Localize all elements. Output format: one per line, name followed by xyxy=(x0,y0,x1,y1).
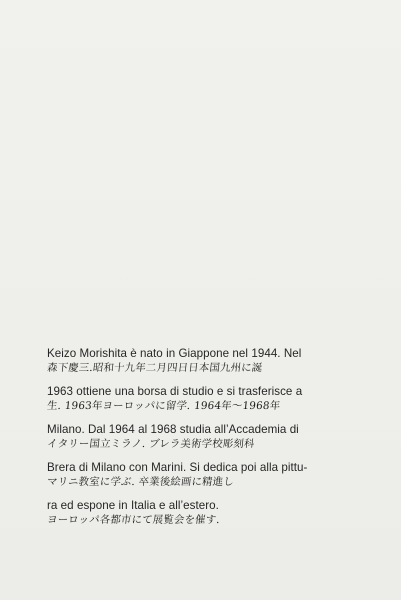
italian-line: Brera di Milano con Marini. Si dedica poi alla pittu- xyxy=(47,461,308,474)
biography-text xyxy=(47,347,369,537)
japanese-handwritten-line: マリニ教室に学ぶ. 卒業後絵画に精進し xyxy=(46,476,235,488)
italian-line: ra ed espone in Italia e all’estero. xyxy=(47,499,219,512)
italian-line: Milano. Dal 1964 al 1968 studia all’Accademia di xyxy=(47,423,299,436)
bio-paragraph xyxy=(47,499,369,528)
bio-paragraph xyxy=(47,423,369,452)
bio-paragraph xyxy=(47,347,369,376)
italian-line: Keizo Morishita è nato in Giappone nel 1944. Nel xyxy=(47,347,302,360)
japanese-handwritten-line: 生. 1963年ヨーロッパに留学. 1964年〜1968年 xyxy=(46,400,281,412)
bio-paragraph xyxy=(47,385,369,414)
japanese-handwritten-line: ヨーロッパ各都市にて展覧会を催す. xyxy=(46,514,221,526)
japanese-handwritten-line: 森下慶三.昭和十九年二月四日日本国九州に誕 xyxy=(46,362,264,374)
bio-paragraph xyxy=(47,461,369,490)
japanese-handwritten-line: イタリー国立ミラノ. ブレラ美術学校彫刻科 xyxy=(46,438,256,450)
italian-line: 1963 ottiene una borsa di studio e si trasferisce a xyxy=(47,385,303,398)
